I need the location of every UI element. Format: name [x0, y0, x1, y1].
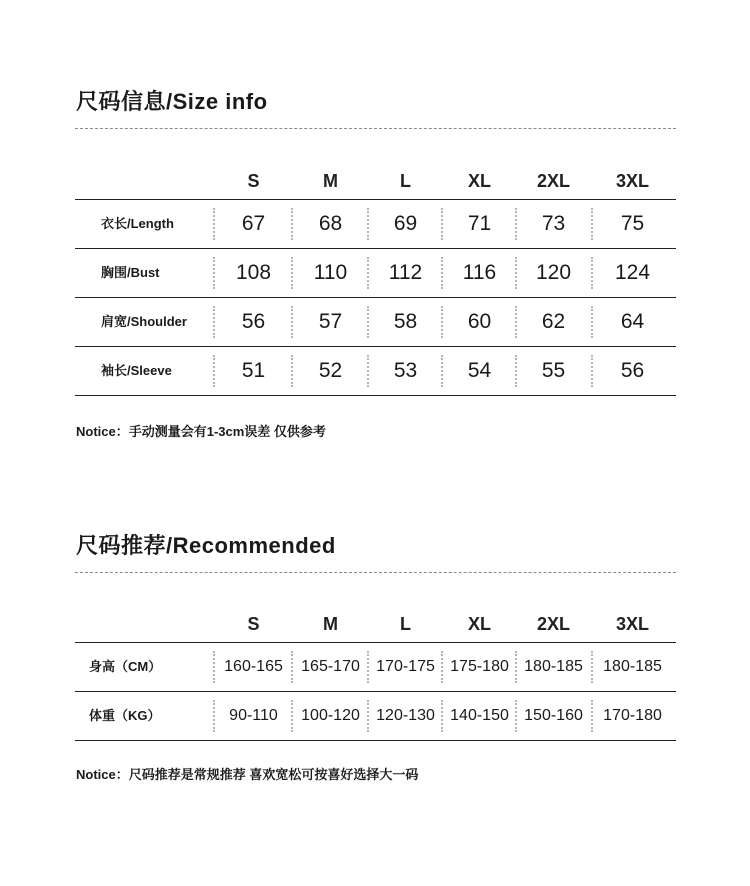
value-cell: 73 [541, 212, 566, 235]
table-row-bust [75, 249, 676, 298]
recommended-divider [75, 572, 676, 573]
value-cell: 53 [393, 359, 418, 382]
value-cell: 51 [241, 359, 266, 382]
value-cell: 180-185 [524, 658, 583, 675]
row-label-shoulder: 肩宽/Shoulder [101, 314, 187, 329]
cell-separator [213, 257, 215, 289]
cell-separator [213, 651, 215, 683]
size-info-header-row [75, 163, 676, 199]
value-cell: 68 [318, 212, 343, 235]
cell-separator [213, 700, 215, 732]
header-size-2xl: 2XL [536, 171, 570, 191]
value-cell: 175-180 [450, 658, 509, 675]
size-info-divider [75, 128, 676, 129]
table-row-shoulder [75, 298, 676, 347]
value-cell: 170-175 [376, 658, 435, 675]
value-cell: 54 [467, 359, 492, 382]
value-cell: 120 [535, 261, 572, 284]
header-size-s: S [247, 614, 260, 634]
value-cell: 170-180 [603, 707, 662, 724]
header-size-s: S [247, 171, 260, 191]
value-cell: 180-185 [603, 658, 662, 675]
cell-separator [591, 355, 593, 387]
value-cell: 150-160 [524, 707, 583, 724]
header-size-xl: XL [467, 171, 491, 191]
cell-separator [213, 355, 215, 387]
header-size-l: L [400, 614, 411, 634]
cell-separator [213, 306, 215, 338]
cell-separator [591, 257, 593, 289]
value-cell: 56 [241, 310, 266, 333]
row-label-sleeve: 袖长/Sleeve [101, 363, 172, 378]
cell-separator [591, 208, 593, 240]
value-cell: 140-150 [450, 707, 509, 724]
value-cell: 108 [235, 261, 272, 284]
value-cell: 67 [241, 212, 266, 235]
value-cell: 160-165 [224, 658, 283, 675]
value-cell: 100-120 [301, 707, 360, 724]
value-cell: 52 [318, 359, 343, 382]
table-row-sleeve [75, 347, 676, 396]
value-cell: 57 [318, 310, 343, 333]
recommended-notice: Notice：尺码推荐是常规推荐 喜欢宽松可按喜好选择大一码 [76, 767, 419, 782]
row-label-length: 衣长/Length [101, 216, 174, 231]
recommended-header-row [75, 606, 676, 642]
cell-separator [591, 651, 593, 683]
size-info-table [75, 163, 676, 396]
value-cell: 110 [313, 261, 348, 284]
value-cell: 116 [462, 261, 497, 284]
recommended-table [75, 606, 676, 741]
table-row-length [75, 200, 676, 249]
value-cell: 56 [620, 359, 645, 382]
cell-separator [591, 700, 593, 732]
header-size-xl: XL [467, 614, 491, 634]
cell-separator [591, 306, 593, 338]
value-cell: 75 [620, 212, 645, 235]
header-size-m: M [323, 171, 338, 191]
value-cell: 90-110 [229, 707, 278, 724]
row-label-bust: 胸围/Bust [101, 265, 160, 280]
header-size-m: M [323, 614, 338, 634]
value-cell: 55 [541, 359, 566, 382]
header-size-l: L [400, 171, 411, 191]
value-cell: 62 [541, 310, 566, 333]
value-cell: 112 [388, 261, 423, 284]
table-row-weight [75, 692, 676, 741]
value-cell: 124 [614, 261, 651, 284]
header-size-3xl: 3XL [615, 614, 649, 634]
value-cell: 64 [620, 310, 645, 333]
value-cell: 71 [467, 212, 492, 235]
value-cell: 165-170 [301, 658, 360, 675]
value-cell: 60 [467, 310, 492, 333]
recommended-title: 尺码推荐/Recommended [76, 533, 336, 558]
header-size-2xl: 2XL [536, 614, 570, 634]
value-cell: 69 [393, 212, 418, 235]
value-cell: 120-130 [376, 707, 435, 724]
size-info-notice: Notice：手动测量会有1-3cm误差 仅供参考 [76, 424, 326, 439]
row-label-weight: 体重（KG） [89, 708, 161, 723]
table-row-height [75, 643, 676, 692]
value-cell: 58 [393, 310, 418, 333]
row-label-height: 身高（CM） [89, 659, 162, 674]
header-size-3xl: 3XL [615, 171, 649, 191]
cell-separator [213, 208, 215, 240]
size-info-title: 尺码信息/Size info [76, 89, 268, 114]
